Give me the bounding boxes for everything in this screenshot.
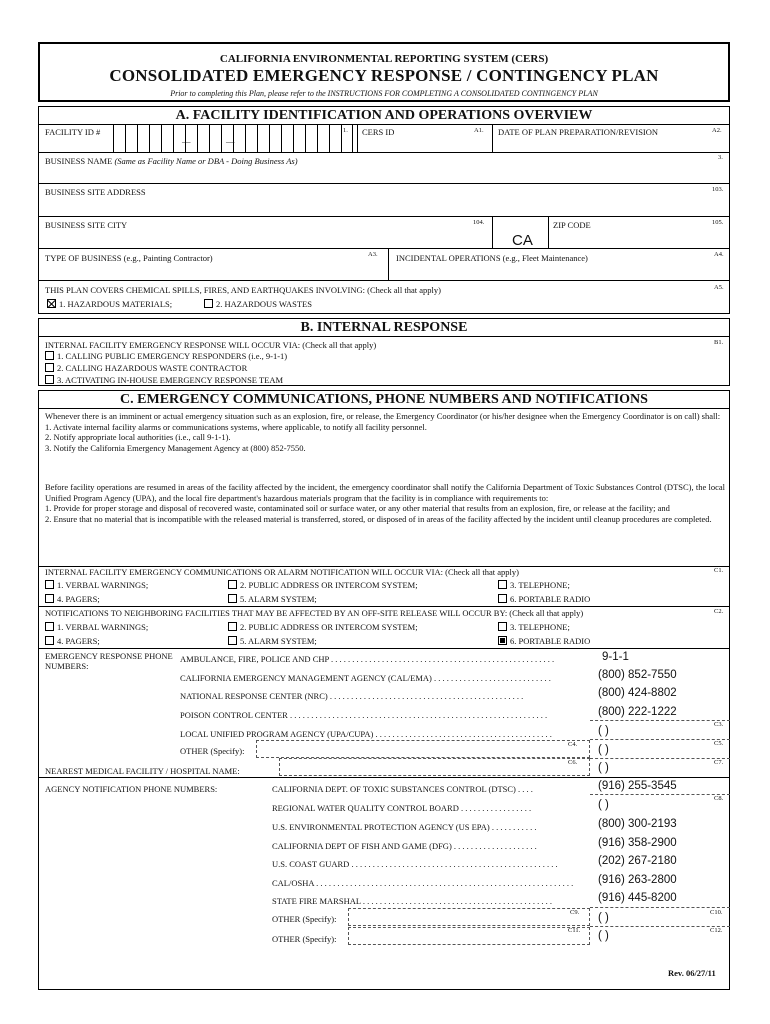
- neighbor-option[interactable]: 6. PORTABLE RADIO: [498, 636, 590, 646]
- business-name-row[interactable]: [38, 152, 730, 153]
- comm-option[interactable]: 4. PAGERS;: [45, 594, 100, 604]
- business-name-label: BUSINESS NAME (Same as Facility Name or DBA - Doing Business As): [45, 156, 298, 166]
- checkbox[interactable]: [45, 636, 54, 645]
- emergency-entry: CALIFORNIA EMERGENCY MANAGEMENT AGENCY (CAL/EMA) . . . . . . . . . . . . . . . . . . . . . . . . . . . .: [180, 673, 551, 683]
- field-code: 103.: [712, 186, 724, 193]
- field-code: 1.: [343, 127, 348, 134]
- checkbox[interactable]: [498, 580, 507, 589]
- neighbor-option[interactable]: 1. VERBAL WARNINGS;: [45, 622, 148, 632]
- field-code: C6.: [568, 759, 578, 766]
- field-code: C1.: [714, 567, 724, 574]
- checkbox[interactable]: [498, 594, 507, 603]
- phone-number: 9-1-1: [602, 651, 629, 663]
- field-code: C5.: [714, 740, 724, 747]
- field-code: C12.: [710, 927, 723, 934]
- comm-option[interactable]: 2. PUBLIC ADDRESS OR INTERCOM SYSTEM;: [228, 580, 418, 590]
- checkbox[interactable]: [228, 580, 237, 589]
- agency-entry: CAL/OSHA . . . . . . . . . . . . . . . . . . . . . . . . . . . . . . . . . . . . . . . . . . . . . . . . . . . . . . . . . . . . .: [272, 878, 574, 888]
- emergency-entry: AMBULANCE, FIRE, POLICE AND CHP . . . . . . . . . . . . . . . . . . . . . . . . . . . . . . . . . . . . . . . . . . . . . . . . . . . . .: [180, 654, 555, 664]
- state-value: CA: [512, 232, 533, 249]
- field-code: C2.: [714, 608, 724, 615]
- other-specify-input[interactable]: [256, 740, 590, 758]
- date-prep-label: DATE OF PLAN PREPARATION/REVISION: [498, 127, 659, 137]
- field-code: 3.: [718, 154, 723, 161]
- phone-input[interactable]: ( ): [598, 725, 609, 737]
- other-specify-label: OTHER (Specify):: [180, 746, 245, 756]
- hazwaste-option[interactable]: 2. HAZARDOUS WASTES: [204, 299, 312, 309]
- field-code: 105.: [712, 219, 724, 226]
- phone-number: (800) 300-2193: [598, 818, 677, 830]
- field-code: A2.: [712, 127, 722, 134]
- facility-id-dash-2: —: [226, 136, 235, 146]
- phone-number: (916) 358-2900: [598, 837, 677, 849]
- agency-entry: CALIFORNIA DEPT OF FISH AND GAME (DFG) . . . . . . . . . . . . . . . . . . . .: [272, 841, 537, 851]
- agency-phone-label: AGENCY NOTIFICATION PHONE NUMBERS:: [45, 784, 218, 794]
- checkbox[interactable]: [45, 375, 54, 384]
- field-code: C11.: [568, 927, 581, 934]
- checkbox[interactable]: [228, 636, 237, 645]
- inhouse-team-option[interactable]: 3. ACTIVATING IN-HOUSE EMERGENCY RESPONSE TEAM: [45, 375, 283, 385]
- phone-number: (916) 263-2800: [598, 874, 677, 886]
- hazwaste-checkbox[interactable]: [204, 299, 213, 308]
- site-city-row[interactable]: [38, 216, 730, 217]
- hazmat-option[interactable]: 1. HAZARDOUS MATERIALS;: [47, 299, 172, 309]
- revision-date: Rev. 06/27/11: [668, 968, 716, 978]
- checkbox[interactable]: [45, 363, 54, 372]
- phone-input[interactable]: ( ): [598, 930, 609, 942]
- other-specify-label: OTHER (Specify):: [272, 914, 337, 924]
- phone-number: (800) 852-7550: [598, 669, 677, 681]
- comm-option[interactable]: 5. ALARM SYSTEM;: [228, 594, 317, 604]
- field-code: C3.: [714, 721, 724, 728]
- emergency-entry: POISON CONTROL CENTER . . . . . . . . . . . . . . . . . . . . . . . . . . . . . . . . . . . . . . . . . . . . . . . . . . . . . . . . . . . . .: [180, 710, 548, 720]
- business-type-label: TYPE OF BUSINESS (e.g., Painting Contractor): [45, 253, 213, 263]
- phone-number: (800) 222-1222: [598, 706, 677, 718]
- site-address-row[interactable]: [38, 183, 730, 184]
- form-title: CONSOLIDATED EMERGENCY RESPONSE / CONTINGENCY PLAN: [109, 66, 659, 85]
- other-specify-input[interactable]: [348, 908, 590, 926]
- field-code: C10.: [710, 909, 723, 916]
- form-subtitle: Prior to completing this Plan, please refer to the INSTRUCTIONS FOR COMPLETING A CONSOLIDATED CONTINGENCY PLAN: [170, 89, 598, 98]
- phone-number: (800) 424-8802: [598, 687, 677, 699]
- medical-facility-input[interactable]: [279, 758, 590, 776]
- checkbox[interactable]: [45, 580, 54, 589]
- site-city-label: BUSINESS SITE CITY: [45, 220, 128, 230]
- checkbox[interactable]: [45, 594, 54, 603]
- medical-facility-label: NEAREST MEDICAL FACILITY / HOSPITAL NAME:: [45, 766, 240, 776]
- form-header: [38, 42, 730, 102]
- phone-number: (202) 267-2180: [598, 855, 677, 867]
- checkbox[interactable]: [45, 622, 54, 631]
- field-code: A1.: [474, 127, 484, 134]
- comm-option[interactable]: 1. VERBAL WARNINGS;: [45, 580, 148, 590]
- other-specify-input[interactable]: [348, 927, 590, 945]
- neighbor-option[interactable]: 5. ALARM SYSTEM;: [228, 636, 317, 646]
- instructions-1: Whenever there is an imminent or actual emergency situation such as an explosion, fire, or release, the Emergency Coordinator (or his/her designee when the Emergency Coordinator is on call) shall: 1. Activate internal facility alarms or communications systems, where applicable, to notify all facility personnel. 2. Notify appropriate local authorities (i.e., call 9-1-1). 3. Notify the California Emergency Management Agency at (800) 852-7550.: [45, 411, 721, 453]
- facility-id-dash-1: —: [182, 136, 191, 146]
- section-b-title: B. INTERNAL RESPONSE: [38, 318, 730, 336]
- phone-input[interactable]: ( ): [598, 799, 609, 811]
- system-name: CALIFORNIA ENVIRONMENTAL REPORTING SYSTEM (CERS): [219, 53, 549, 65]
- internal-comm-label: INTERNAL FACILITY EMERGENCY COMMUNICATIONS OR ALARM NOTIFICATION WILL OCCUR VIA: (Check all that apply): [45, 567, 519, 577]
- other-specify-label: OTHER (Specify):: [272, 934, 337, 944]
- checkbox[interactable]: [498, 622, 507, 631]
- neighbor-label: NOTIFICATIONS TO NEIGHBORING FACILITIES THAT MAY BE AFFECTED BY AN OFF-SITE RELEASE WILL OCCUR BY: (Check all that apply): [45, 608, 584, 618]
- agency-entry: CALIFORNIA DEPT. OF TOXIC SUBSTANCES CONTROL (DTSC) . . . .: [272, 784, 533, 794]
- neighbor-option[interactable]: 2. PUBLIC ADDRESS OR INTERCOM SYSTEM;: [228, 622, 418, 632]
- agency-entry: REGIONAL WATER QUALITY CONTROL BOARD . . . . . . . . . . . . . . . . .: [272, 803, 532, 813]
- cers-id-label: CERS ID: [362, 127, 395, 137]
- field-code: A4.: [714, 251, 724, 258]
- hazmat-checkbox[interactable]: [47, 299, 56, 308]
- field-code: B1.: [714, 339, 724, 346]
- field-code: A5.: [714, 284, 724, 291]
- section-c-title: C. EMERGENCY COMMUNICATIONS, PHONE NUMBERS AND NOTIFICATIONS: [38, 390, 730, 408]
- emergency-entry: LOCAL UNIFIED PROGRAM AGENCY (UPA/CUPA) . . . . . . . . . . . . . . . . . . . . . . . . . . . . . . . . . . . . . . . . . .: [180, 729, 552, 739]
- neighbor-option[interactable]: 3. TELEPHONE;: [498, 622, 570, 632]
- field-code: C9.: [570, 909, 580, 916]
- phone-number: (916) 255-3545: [598, 780, 677, 792]
- agency-entry: U.S. ENVIRONMENTAL PROTECTION AGENCY (US EPA) . . . . . . . . . . .: [272, 822, 537, 832]
- agency-entry: U.S. COAST GUARD . . . . . . . . . . . . . . . . . . . . . . . . . . . . . . . . . . . . . . . . . . . . . . . . .: [272, 859, 558, 869]
- call-public-option[interactable]: 1. CALLING PUBLIC EMERGENCY RESPONDERS (i.e., 9-1-1): [45, 351, 287, 361]
- field-code: A3.: [368, 251, 378, 258]
- neighbor-option[interactable]: 4. PAGERS;: [45, 636, 100, 646]
- zip-label: ZIP CODE: [553, 220, 591, 230]
- internal-response-intro: INTERNAL FACILITY EMERGENCY RESPONSE WILL OCCUR VIA: (Check all that apply): [45, 340, 377, 350]
- comm-option[interactable]: 6. PORTABLE RADIO: [498, 594, 590, 604]
- incidental-label: INCIDENTAL OPERATIONS (e.g., Fleet Maintenance): [396, 253, 588, 263]
- field-code: C8.: [714, 795, 724, 802]
- instructions-2: Before facility operations are resumed in areas of the facility affected by the incident, the emergency coordinator shall notify the California Department of Toxic Substances Control (DTSC), the local Unified Program Agency (UPA), and the local fire department's hazardous materials program that the facility is in compliance with requirements to: 1. Provide for proper storage and disposal of recovered waste, contaminated soil or surface water, or any other material that results from an explosion, fire, or release at the facility; and 2. Ensure that no material that is incompatible with the released material is transferred, stored, or disposed of in areas of the facility affected by the incident until cleanup procedures are completed.: [45, 482, 725, 524]
- checkbox[interactable]: [45, 351, 54, 360]
- phone-input[interactable]: ( ): [598, 762, 609, 774]
- call-contractor-option[interactable]: 2. CALLING HAZARDOUS WASTE CONTRACTOR: [45, 363, 247, 373]
- section-a-title: A. FACILITY IDENTIFICATION AND OPERATIONS OVERVIEW: [38, 106, 730, 124]
- facility-id-label: FACILITY ID #: [45, 127, 101, 137]
- emergency-entry: NATIONAL RESPONSE CENTER (NRC) . . . . . . . . . . . . . . . . . . . . . . . . . . . . . . . . . . . . . . . . . . . . . .: [180, 691, 524, 701]
- agency-entry: STATE FIRE MARSHAL . . . . . . . . . . . . . . . . . . . . . . . . . . . . . . . . . . . . . . . . . . . . .: [272, 896, 552, 906]
- checkbox[interactable]: [228, 594, 237, 603]
- plan-covers-label: THIS PLAN COVERS CHEMICAL SPILLS, FIRES, AND EARTHQUAKES INVOLVING: (Check all that apply): [45, 285, 441, 295]
- field-code: C4.: [568, 741, 578, 748]
- checkbox[interactable]: [228, 622, 237, 631]
- comm-option[interactable]: 3. TELEPHONE;: [498, 580, 570, 590]
- checkbox[interactable]: [498, 636, 507, 645]
- emergency-phone-label: EMERGENCY RESPONSE PHONE NUMBERS:: [45, 651, 173, 671]
- site-address-label: BUSINESS SITE ADDRESS: [45, 187, 146, 197]
- phone-input[interactable]: ( ): [598, 912, 609, 924]
- field-code: 104.: [473, 219, 485, 226]
- phone-input[interactable]: ( ): [598, 744, 609, 756]
- phone-number: (916) 445-8200: [598, 892, 677, 904]
- business-type-row[interactable]: [38, 248, 730, 249]
- field-code: C7.: [714, 759, 724, 766]
